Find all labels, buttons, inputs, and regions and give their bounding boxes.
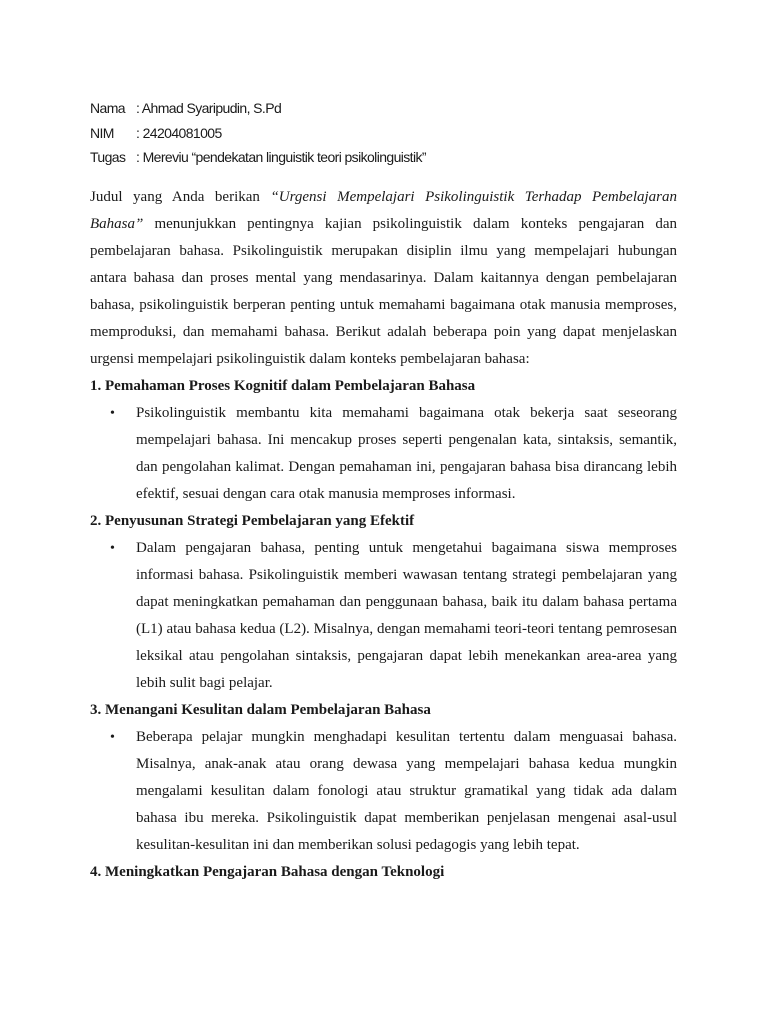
intro-after: menunjukkan pentingnya kajian psikolinguistik dalam konteks pengajaran dan pembelajaran bahasa. Psikolinguistik merupakan disiplin ilmu yang mempelajari hubungan antara bahasa dan proses mental yang mendasarinya. Dalam kaitannya dengan pembelajaran bahasa, psikolinguistik berperan penting untuk memahami bagaimana otak manusia memproses, memproduksi, dan memahami bahasa. Berikut adalah beberapa poin yang dapat menjelaskan urgensi mempelajari psikolinguistik dalam konteks pembelajaran bahasa: <box>90 215 677 367</box>
bullet-list <box>90 400 677 508</box>
list-item <box>90 535 677 697</box>
nim-row <box>90 121 677 146</box>
section-heading: 3. Menangani Kesulitan dalam Pembelajaran Bahasa <box>90 701 431 718</box>
bullet-marker: • <box>110 729 115 745</box>
name-label: Nama <box>90 100 125 116</box>
section-heading: 4. Meningkatkan Pengajaran Bahasa dengan Teknologi <box>90 863 445 880</box>
name-value: : Ahmad Syaripudin, S.Pd <box>136 100 282 116</box>
task-row <box>90 145 677 170</box>
section-heading: 2. Penyusunan Strategi Pembelajaran yang Efektif <box>90 512 415 529</box>
document-header <box>90 96 677 170</box>
bullet-text: Psikolinguistik membantu kita memahami bagaimana otak bekerja saat seseorang mempelajari bahasa. Ini mencakup proses seperti pengenalan kata, sintaksis, semantik, dan pengolahan kalimat. Dengan pemahaman ini, pengajaran bahasa bisa dirancang lebih efektif, sesuai dengan cara otak manusia memproses informasi. <box>136 404 677 502</box>
task-value: : Mereviu “pendekatan linguistik teori psikolinguistik” <box>136 149 426 165</box>
intro-title: “Urgensi Mempelajari Psikolinguistik Terhadap Pembelajaran Bahasa” <box>90 188 677 232</box>
list-item <box>90 400 677 508</box>
bullet-list <box>90 724 677 859</box>
section-3 <box>90 697 677 859</box>
task-label: Tugas <box>90 149 126 165</box>
bullet-marker: • <box>110 405 115 421</box>
section-2 <box>90 508 677 697</box>
nim-value: : 24204081005 <box>136 124 222 141</box>
name-row <box>90 96 677 121</box>
section-heading: 1. Pemahaman Proses Kognitif dalam Pembelajaran Bahasa <box>90 377 476 394</box>
intro-before: Judul yang Anda berikan <box>90 188 271 205</box>
section-4 <box>90 859 677 886</box>
document-page <box>90 96 677 886</box>
bullet-text: Dalam pengajaran bahasa, penting untuk mengetahui bagaimana siswa memproses informasi bahasa. Psikolinguistik memberi wawasan tentang strategi pembelajaran yang dapat meningkatkan pemahaman dan penggunaan bahasa, baik itu dalam bahasa pertama (L1) atau bahasa kedua (L2). Misalnya, dengan memahami teori-teori tentang pemrosesan leksikal atau pengolahan sintaksis, pengajaran dapat lebih menekankan area-area yang lebih sulit bagi pelajar. <box>136 539 677 691</box>
section-1 <box>90 373 677 508</box>
bullet-text: Beberapa pelajar mungkin menghadapi kesulitan tertentu dalam menguasai bahasa. Misalnya, anak-anak atau orang dewasa yang mempelajari bahasa kedua mungkin mengalami kesulitan dalam fonologi atau struktur gramatikal yang tidak ada dalam bahasa ibu mereka. Psikolinguistik dapat memberikan penjelasan mengenai asal-usul kesulitan-kesulitan ini dan memberikan solusi pedagogis yang lebih tepat. <box>136 728 677 853</box>
bullet-list <box>90 535 677 697</box>
list-item <box>90 724 677 859</box>
nim-label: NIM <box>90 124 114 141</box>
bullet-marker: • <box>110 540 115 556</box>
intro-paragraph <box>90 184 677 373</box>
